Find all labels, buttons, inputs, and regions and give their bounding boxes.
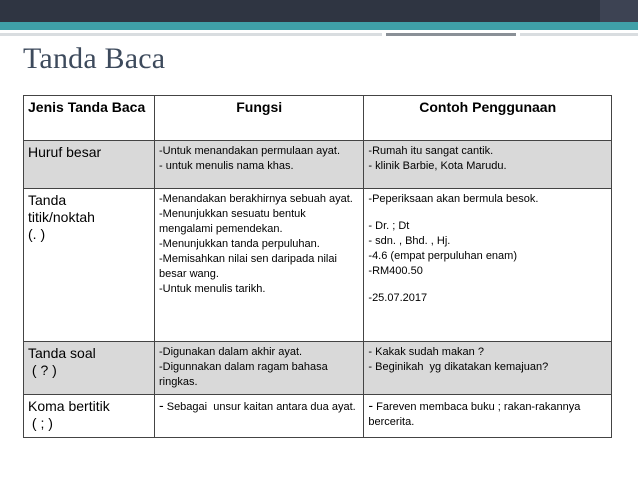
- spacer: [368, 279, 607, 291]
- fungsi-item: - untuk menulis nama khas.: [159, 160, 294, 172]
- top-dark-bar-end: [600, 0, 638, 22]
- row-contoh: [364, 342, 612, 395]
- fungsi-item: -Menunjukkan tanda perpuluhan.: [159, 238, 320, 250]
- table-row: [24, 395, 612, 438]
- slide-title: Tanda Baca: [23, 42, 166, 75]
- contoh-item: - klinik Barbie, Kota Marudu.: [368, 160, 507, 172]
- contoh-item: - Kakak sudah makan ?: [368, 346, 484, 358]
- table-row: [24, 141, 612, 189]
- fungsi-item: -Menunjukkan sesuatu bentuk mengalami pemendekan.: [159, 208, 306, 235]
- row-contoh: [364, 395, 612, 438]
- row-name-text: Tanda soal: [28, 345, 96, 361]
- contoh-item: - Dr. ; Dt: [368, 220, 410, 232]
- fungsi-item: -Digunakan dalam akhir ayat.: [159, 346, 303, 358]
- header-fungsi: Fungsi: [155, 96, 364, 141]
- contoh-item: Fareven membaca buku ; rakan-rakannya bercerita.: [368, 401, 581, 428]
- fungsi-dash: -: [159, 397, 164, 413]
- row-name-text: Tanda: [28, 192, 67, 208]
- row-name: [24, 189, 155, 342]
- row-fungsi: [155, 189, 364, 342]
- fungsi-item: Sebagai unsur kaitan antara dua ayat.: [163, 401, 356, 413]
- row-name: [24, 342, 155, 395]
- contoh-item: -Rumah itu sangat cantik.: [368, 145, 494, 157]
- thin-divider-right: [520, 33, 638, 36]
- row-fungsi: [155, 141, 364, 189]
- row-name-text: (. ): [28, 226, 46, 242]
- contoh-dash: -: [368, 397, 374, 413]
- table-header-row: [24, 96, 612, 141]
- fungsi-item: -Memisahkan nilai sen daripada nilai besar wang.: [159, 253, 337, 280]
- contoh-item: -25.07.2017: [368, 292, 428, 304]
- row-name-text: ( ; ): [28, 415, 53, 431]
- fungsi-item: -Untuk menulis tarikh.: [159, 283, 266, 295]
- row-name: [24, 141, 155, 189]
- row-name: [24, 395, 155, 438]
- row-contoh: [364, 141, 612, 189]
- top-accent-bar: [0, 22, 638, 30]
- row-fungsi: [155, 342, 364, 395]
- table-row: [24, 189, 612, 342]
- top-dark-bar: [0, 0, 600, 22]
- punctuation-table: [23, 95, 612, 438]
- row-contoh: [364, 189, 612, 342]
- fungsi-item: -Menandakan berakhirnya sebuah ayat.: [159, 193, 353, 205]
- header-jenis: Jenis Tanda Baca: [24, 96, 155, 141]
- table-row: [24, 342, 612, 395]
- row-fungsi: [155, 395, 364, 438]
- thin-divider-middle: [386, 33, 516, 36]
- row-name-text: titik/noktah: [28, 209, 95, 225]
- row-name-text: Koma bertitik: [28, 398, 110, 414]
- spacer: [368, 207, 607, 219]
- contoh-item: -RM400.50: [368, 265, 423, 277]
- contoh-item: -Peperiksaan akan bermula besok.: [368, 193, 539, 205]
- fungsi-item: -Digunnakan dalam ragam bahasa ringkas.: [159, 361, 328, 388]
- row-name-text: Huruf besar: [28, 144, 102, 160]
- row-name-text: ( ? ): [28, 362, 57, 378]
- contoh-item: -4.6 (empat perpuluhan enam): [368, 250, 517, 262]
- header-contoh: Contoh Penggunaan: [364, 96, 612, 141]
- thin-divider-left: [0, 33, 382, 36]
- contoh-item: - Beginikah yg dikatakan kemajuan?: [368, 361, 549, 373]
- contoh-item: - sdn. , Bhd. , Hj.: [368, 235, 451, 247]
- fungsi-item: -Untuk menandakan permulaan ayat.: [159, 145, 340, 157]
